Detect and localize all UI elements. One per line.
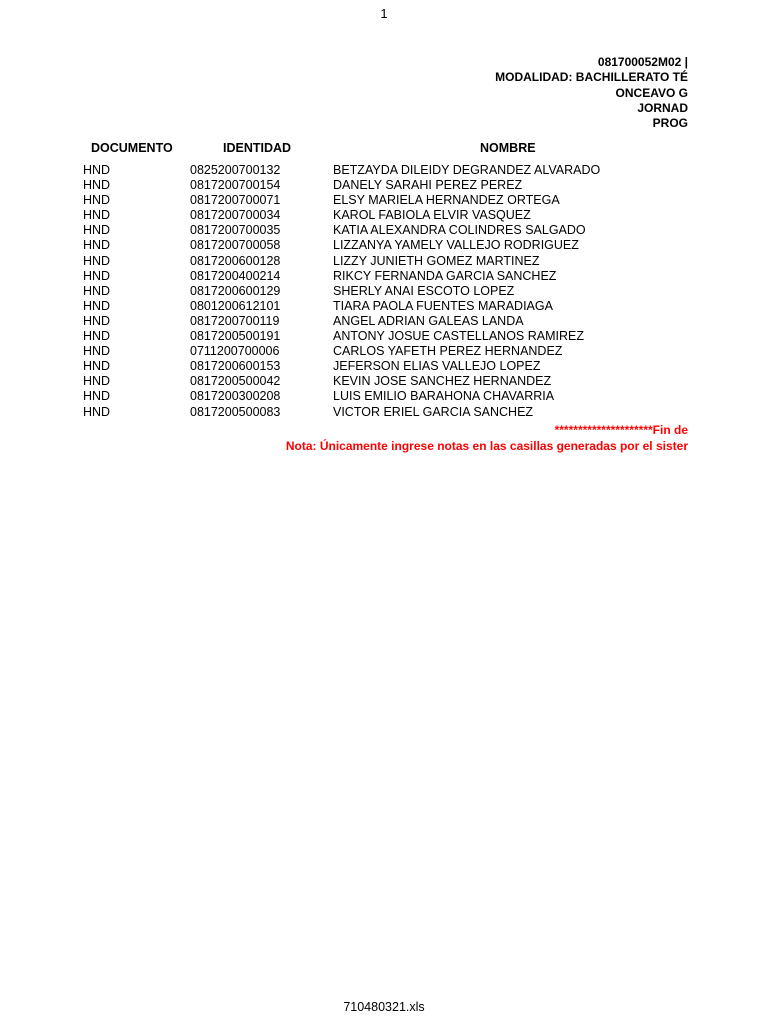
document-type-cell: HND xyxy=(83,163,111,177)
column-header-nombre: NOMBRE xyxy=(480,141,536,155)
student-name-cell: LIZZY JUNIETH GOMEZ MARTINEZ xyxy=(333,253,540,268)
table-row xyxy=(0,193,768,208)
identity-cell: 0817200500191 xyxy=(190,329,281,344)
identity-cell: 0817200700154 xyxy=(190,178,281,193)
header-code: 081700052M02 | xyxy=(597,55,688,69)
document-type-cell: HND xyxy=(83,313,111,328)
student-name-cell: ELSY MARIELA HERNANDEZ ORTEGA xyxy=(333,193,560,208)
document-type-cell: HND xyxy=(83,268,111,283)
student-name-cell: JEFERSON ELIAS VALLEJO LOPEZ xyxy=(333,359,541,374)
table-row xyxy=(0,208,768,223)
identity-cell: 0817200700035 xyxy=(190,223,281,238)
table-row xyxy=(0,405,768,420)
student-name-cell: SHERLY ANAI ESCOTO LOPEZ xyxy=(333,283,515,298)
table-row xyxy=(0,314,768,329)
document-type-cell: HND xyxy=(83,223,111,238)
document-type-cell: HND xyxy=(83,298,111,313)
page-number: 1 xyxy=(380,6,388,21)
column-header-identidad: IDENTIDAD xyxy=(223,141,292,155)
table-row xyxy=(0,299,768,314)
identity-cell: 0801200612101 xyxy=(190,298,281,313)
table-row xyxy=(0,359,768,374)
identity-cell: 0817200600129 xyxy=(190,283,281,298)
table-row xyxy=(0,254,768,269)
table-row xyxy=(0,269,768,284)
table-row xyxy=(0,223,768,238)
table-row xyxy=(0,178,768,193)
footer-filename: 710480321.xls xyxy=(343,1000,425,1014)
document-type-cell: HND xyxy=(83,208,111,223)
identity-cell: 0825200700132 xyxy=(190,163,281,177)
student-name-cell: KAROL FABIOLA ELVIR VASQUEZ xyxy=(333,208,531,223)
identity-cell: 0817200700071 xyxy=(190,193,281,208)
header-jornada: JORNAD xyxy=(637,100,688,115)
identity-cell: 0817200700034 xyxy=(190,208,281,223)
student-name-cell: ANTONY JOSUE CASTELLANOS RAMIREZ xyxy=(333,329,584,344)
identity-cell: 0817200700119 xyxy=(190,313,280,328)
table-row xyxy=(0,344,768,359)
student-name-cell: KEVIN JOSE SANCHEZ HERNANDEZ xyxy=(333,374,552,389)
document-type-cell: HND xyxy=(83,374,111,389)
student-list xyxy=(0,163,768,420)
header-grado: ONCEAVO G xyxy=(615,85,688,100)
identity-cell: 0817200300208 xyxy=(190,389,281,404)
instruction-note: Nota: Únicamente ingrese notas en las casillas generadas por el sister xyxy=(285,439,688,453)
table-row xyxy=(0,238,768,253)
table-row xyxy=(0,389,768,404)
document-type-cell: HND xyxy=(83,389,111,404)
header-modalidad: MODALIDAD: BACHILLERATO TÉ xyxy=(495,70,688,85)
identity-cell: 0817200700058 xyxy=(190,238,281,253)
end-of-list-marker: *********************Fin de xyxy=(554,423,688,437)
student-name-cell: DANELY SARAHI PEREZ PEREZ xyxy=(333,178,523,193)
student-name-cell: LUIS EMILIO BARAHONA CHAVARRIA xyxy=(333,389,555,404)
identity-cell: 0817200400214 xyxy=(190,268,281,283)
document-type-cell: HND xyxy=(83,238,111,253)
identity-cell: 0711200700006 xyxy=(190,344,280,359)
document-type-cell: HND xyxy=(83,178,111,193)
table-row xyxy=(0,284,768,299)
document-type-cell: HND xyxy=(83,344,111,359)
report-header xyxy=(360,55,688,131)
student-name-cell: LIZZANYA YAMELY VALLEJO RODRIGUEZ xyxy=(333,238,579,253)
document-type-cell: HND xyxy=(83,253,111,268)
document-type-cell: HND xyxy=(83,329,111,344)
student-name-cell: RIKCY FERNANDA GARCIA SANCHEZ xyxy=(333,268,557,283)
student-name-cell: CARLOS YAFETH PEREZ HERNANDEZ xyxy=(333,344,563,359)
student-name-cell: TIARA PAOLA FUENTES MARADIAGA xyxy=(333,298,553,313)
column-header-documento: DOCUMENTO xyxy=(91,141,173,155)
identity-cell: 0817200500042 xyxy=(190,374,281,389)
student-name-cell: BETZAYDA DILEIDY DEGRANDEZ ALVARADO xyxy=(333,163,601,177)
student-name-cell: KATIA ALEXANDRA COLINDRES SALGADO xyxy=(333,223,586,238)
student-name-cell: ANGEL ADRIAN GALEAS LANDA xyxy=(333,313,524,328)
document-type-cell: HND xyxy=(83,404,111,419)
table-row xyxy=(0,374,768,389)
identity-cell: 0817200600128 xyxy=(190,253,281,268)
table-row xyxy=(0,329,768,344)
document-type-cell: HND xyxy=(83,193,111,208)
header-programa: PROG xyxy=(652,116,688,131)
identity-cell: 0817200600153 xyxy=(190,359,281,374)
identity-cell: 0817200500083 xyxy=(190,404,281,419)
table-row xyxy=(0,163,768,178)
document-type-cell: HND xyxy=(83,359,111,374)
document-type-cell: HND xyxy=(83,283,111,298)
student-name-cell: VICTOR ERIEL GARCIA SANCHEZ xyxy=(333,404,534,419)
